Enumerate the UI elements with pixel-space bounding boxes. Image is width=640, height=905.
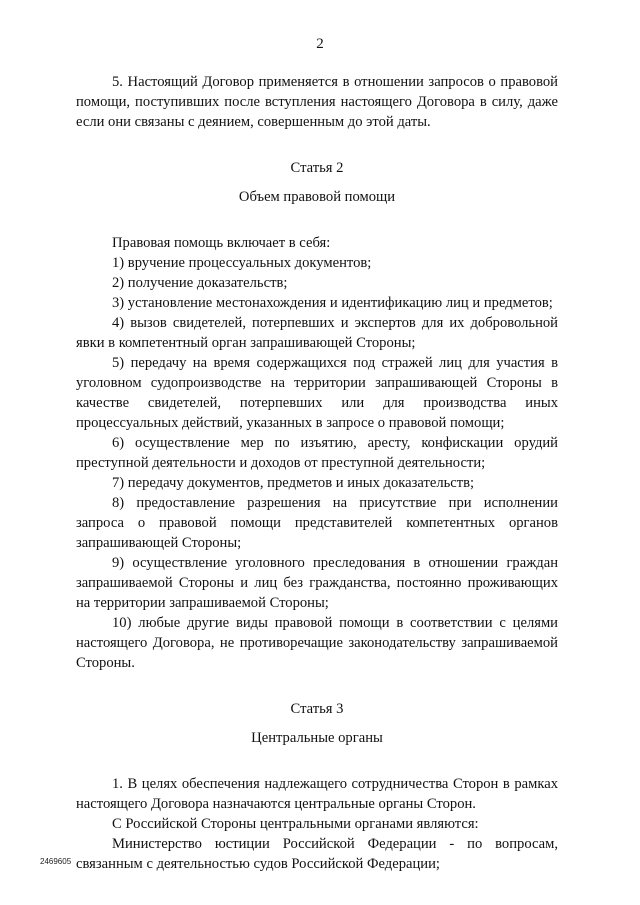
article-2-lead: Правовая помощь включает в себя:: [112, 235, 331, 251]
list-item: 5) передачу на время содержащихся под стражей лиц для участия в уголовном судопроизводстве на территории запрашивающей Стороны в качестве свидетелей, потерпевших или для производства иных процессуальных действий, указанных в запросе о правовой помощи;: [76, 355, 558, 431]
list-item: 6) осуществление мер по изъятию, аресту, конфискации орудий преступной деятельности и доходов от преступной деятельности;: [76, 435, 558, 471]
article-2-list: [76, 253, 558, 673]
article-3-title: Центральные органы: [251, 730, 383, 746]
article-3-number: Статья 3: [290, 701, 344, 717]
list-item: 7) передачу документов, предметов и иных доказательств;: [112, 475, 475, 491]
page-number: 2: [316, 36, 324, 52]
list-item: 2) получение доказательств;: [112, 275, 288, 291]
article-3-paragraph: Министерство юстиции Российской Федерации - по вопросам, связанным с деятельностью судов Российской Федерации;: [76, 836, 558, 872]
list-item: 1) вручение процессуальных документов;: [112, 255, 372, 271]
article-3-paragraph: С Российской Стороны центральными органами являются:: [112, 816, 479, 832]
list-item: 3) установление местонахождения и идентификацию лиц и предметов;: [112, 295, 553, 311]
list-item: 8) предоставление разрешения на присутствие при исполнении запроса о правовой помощи представителей компетентных органов запрашивающей Стороны;: [76, 495, 558, 551]
article-3-paragraph: 1. В целях обеспечения надлежащего сотрудничества Сторон в рамках настоящего Договора назначаются центральные органы Сторон.: [76, 776, 558, 812]
list-item: 10) любые другие виды правовой помощи в соответствии с целями настоящего Договора, не противоречащие законодательству запрашиваемой Стороны.: [76, 615, 558, 671]
article-2-number: Статья 2: [290, 160, 344, 176]
list-item: 4) вызов свидетелей, потерпевших и экспертов для их добровольной явки в компетентный орган запрашивающей Стороны;: [76, 315, 558, 351]
article-2-title: Объем правовой помощи: [238, 189, 396, 205]
intro-paragraph: 5. Настоящий Договор применяется в отношении запросов о правовой помощи, поступивших после вступления настоящего Договора в силу, даже если они связаны с деянием, совершенным до этой даты.: [76, 74, 558, 130]
document-body: [76, 72, 558, 874]
list-item: 9) осуществление уголовного преследования в отношении граждан запрашиваемой Стороны и лиц без гражданства, постоянно проживающих на территории запрашиваемой Стороны;: [76, 555, 558, 611]
document-code: 2469605: [40, 857, 72, 866]
